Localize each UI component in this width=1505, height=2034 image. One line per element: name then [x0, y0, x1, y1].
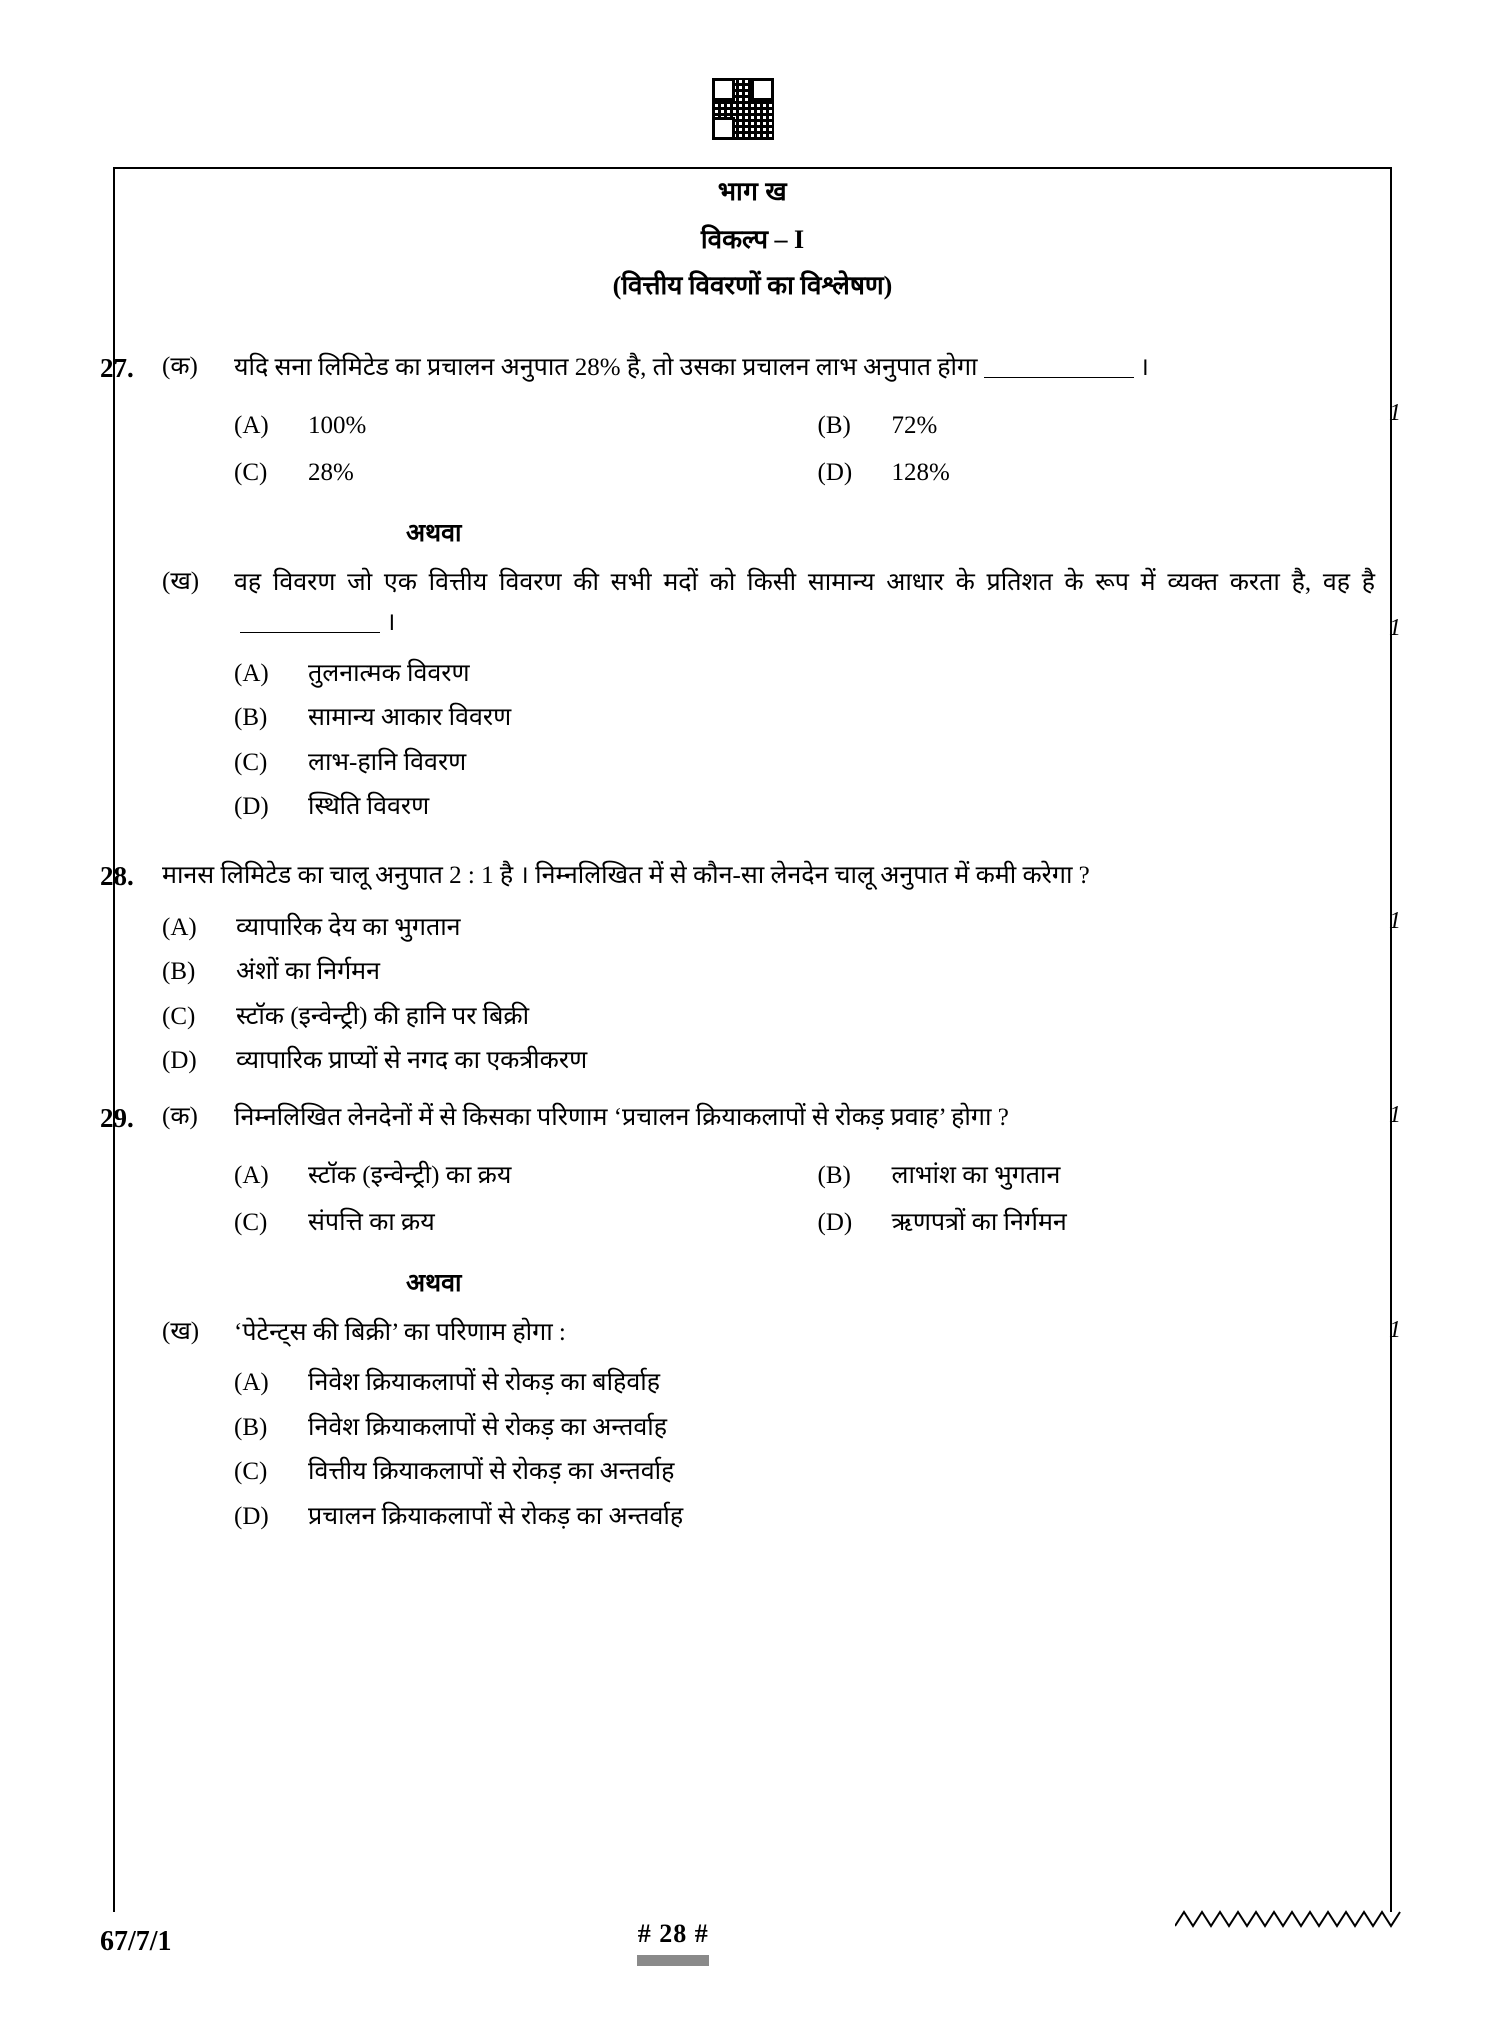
option-item[interactable]: [818, 1199, 1402, 1247]
options-27: [100, 402, 1401, 497]
option-item[interactable]: [234, 1406, 1401, 1451]
option-text: 72%: [891, 411, 938, 439]
option-text: अंशों का निर्गमन: [236, 958, 381, 986]
question-29-alt: [100, 1313, 1401, 1354]
marks-value: 1: [1389, 1101, 1401, 1128]
section-subtitle: (वित्तीय विवरणों का विश्लेषण): [612, 271, 893, 300]
question-text: निम्नलिखित लेनदेनों में से किसका परिणाम ‘प्रचालन क्रियाकलापों से रोकड़ प्रवाह’ होगा ?: [234, 1103, 1009, 1131]
question-part-label: (क): [162, 353, 198, 380]
option-label: (B): [234, 704, 268, 732]
question-text-before-blank: यदि सना लिमिटेड का प्रचालन अनुपात 28% है, तो उसका प्रचालन लाभ अनुपात होगा: [234, 354, 978, 381]
question-part-label: (ख): [162, 1317, 200, 1345]
option-label: (D): [234, 793, 269, 821]
question-text-after-blank: ।: [1139, 354, 1149, 381]
marks-value: 1: [1389, 1316, 1401, 1343]
option-label: (D): [817, 459, 853, 487]
answer-blank: [984, 377, 1134, 378]
marks-value: 1: [1389, 614, 1401, 641]
or-separator: अथवा: [406, 1269, 462, 1297]
questions-container: [100, 348, 1401, 1539]
part-title: भाग ख: [717, 177, 788, 206]
option-text: संपत्ति का क्रय: [308, 1209, 435, 1237]
option-label: (C): [234, 1209, 268, 1237]
question-part-label: (क): [162, 1102, 198, 1130]
top-rule: [113, 167, 1392, 169]
option-item[interactable]: [162, 950, 1401, 995]
question-text: मानस लिमिटेड का चालू अनुपात 2 : 1 है । निम्नलिखित में से कौन-सा लेनदेन चालू अनुपात में कमी करेगा ?: [162, 861, 1090, 889]
paper-code: 67/7/1: [100, 1926, 172, 1957]
footer-bar: [637, 1955, 709, 1966]
option-item[interactable]: [818, 449, 1402, 497]
option-label: (B): [162, 958, 196, 986]
question-text: [234, 348, 1401, 389]
option-item[interactable]: [234, 449, 818, 497]
option-text: 28%: [308, 459, 354, 487]
question-27-alt: [100, 563, 1401, 644]
option-item[interactable]: [234, 1152, 818, 1200]
marks-value: 1: [1389, 400, 1401, 426]
question-part-label: (ख): [162, 567, 200, 595]
question-text: [234, 563, 1401, 644]
marks-value: 1: [1389, 907, 1401, 934]
option-label: (D): [162, 1047, 197, 1075]
option-text: ऋणपत्रों का निर्गमन: [891, 1209, 1067, 1237]
option-item[interactable]: [234, 1495, 1401, 1540]
option-label: (C): [234, 748, 268, 776]
question-number: 28.: [100, 860, 134, 891]
answer-blank: [240, 632, 380, 633]
option-label: (C): [162, 1002, 196, 1030]
question-text-after-blank: ।: [386, 609, 396, 637]
option-label: (A): [234, 659, 269, 687]
options-27-alt: [100, 652, 1401, 830]
option-item[interactable]: [234, 652, 1401, 697]
question-text: ‘पेटेन्ट्स की बिक्री’ का परिणाम होगा :: [234, 1318, 566, 1346]
option-text: 100%: [308, 411, 367, 439]
option-text: तुलनात्मक विवरण: [308, 659, 470, 687]
option-text: निवेश क्रियाकलापों से रोकड़ का अन्तर्वाह: [308, 1413, 668, 1441]
option-text: स्थिति विवरण: [308, 793, 430, 821]
option-text: निवेश क्रियाकलापों से रोकड़ का बहिर्वाह: [308, 1369, 660, 1397]
options-28: [100, 906, 1401, 1084]
option-label: (A): [234, 1161, 269, 1189]
option-item[interactable]: [234, 1450, 1401, 1495]
question-number: 27.: [100, 353, 134, 383]
option-item[interactable]: [818, 402, 1402, 450]
option-text: सामान्य आकार विवरण: [308, 704, 512, 732]
option-text: स्टॉक (इन्वेन्ट्री) का क्रय: [308, 1161, 512, 1189]
option-text: लाभांश का भुगतान: [891, 1161, 1061, 1189]
option-item[interactable]: [234, 1361, 1401, 1406]
option-label: (C): [234, 459, 268, 487]
page-footer: [100, 1906, 1405, 1978]
page-number: # 28 #: [637, 1918, 709, 1948]
option-title: विकल्प – I: [700, 225, 805, 254]
option-item[interactable]: [818, 1152, 1402, 1200]
option-item[interactable]: [234, 696, 1401, 741]
question-number: 29.: [100, 1102, 134, 1133]
option-item[interactable]: [234, 741, 1401, 786]
option-label: (B): [234, 1413, 268, 1441]
option-text: लाभ-हानि विवरण: [308, 748, 467, 776]
option-item[interactable]: [162, 1039, 1401, 1084]
option-text: प्रचालन क्रियाकलापों से रोकड़ का अन्तर्वाह: [308, 1502, 684, 1530]
option-label: (C): [234, 1458, 268, 1486]
option-item[interactable]: [234, 785, 1401, 830]
option-label: (D): [817, 1209, 853, 1237]
options-29-alt: [100, 1361, 1401, 1539]
option-label: (A): [234, 1369, 269, 1397]
option-label: (D): [234, 1502, 269, 1530]
option-item[interactable]: [162, 995, 1401, 1040]
section-heading: [0, 172, 1505, 302]
option-item[interactable]: [234, 1199, 818, 1247]
wave-line-icon: [1175, 1906, 1405, 1932]
qr-code-icon: [712, 78, 774, 140]
option-text: स्टॉक (इन्वेन्ट्री) की हानि पर बिक्री: [236, 1002, 530, 1030]
option-label: (A): [162, 913, 197, 941]
question-text-before-blank: वह विवरण जो एक वित्तीय विवरण की सभी मदों को किसी सामान्य आधार के प्रतिशत के रूप में व्यक्त करता है, वह है: [234, 568, 1375, 596]
page-marker-block: [637, 1919, 709, 1966]
question-29: [100, 1098, 1401, 1140]
option-label: (A): [234, 411, 269, 439]
or-separator: अथवा: [406, 519, 462, 547]
option-label: (B): [817, 411, 851, 439]
option-item[interactable]: [234, 402, 818, 450]
option-text: 128%: [891, 459, 950, 487]
option-label: (B): [817, 1161, 851, 1189]
option-text: व्यापारिक देय का भुगतान: [236, 913, 461, 941]
options-29: [100, 1152, 1401, 1247]
option-item[interactable]: [162, 906, 1401, 951]
option-text: वित्तीय क्रियाकलापों से रोकड़ का अन्तर्वाह: [308, 1458, 675, 1486]
option-text: व्यापारिक प्राप्यों से नगद का एकत्रीकरण: [236, 1047, 588, 1075]
